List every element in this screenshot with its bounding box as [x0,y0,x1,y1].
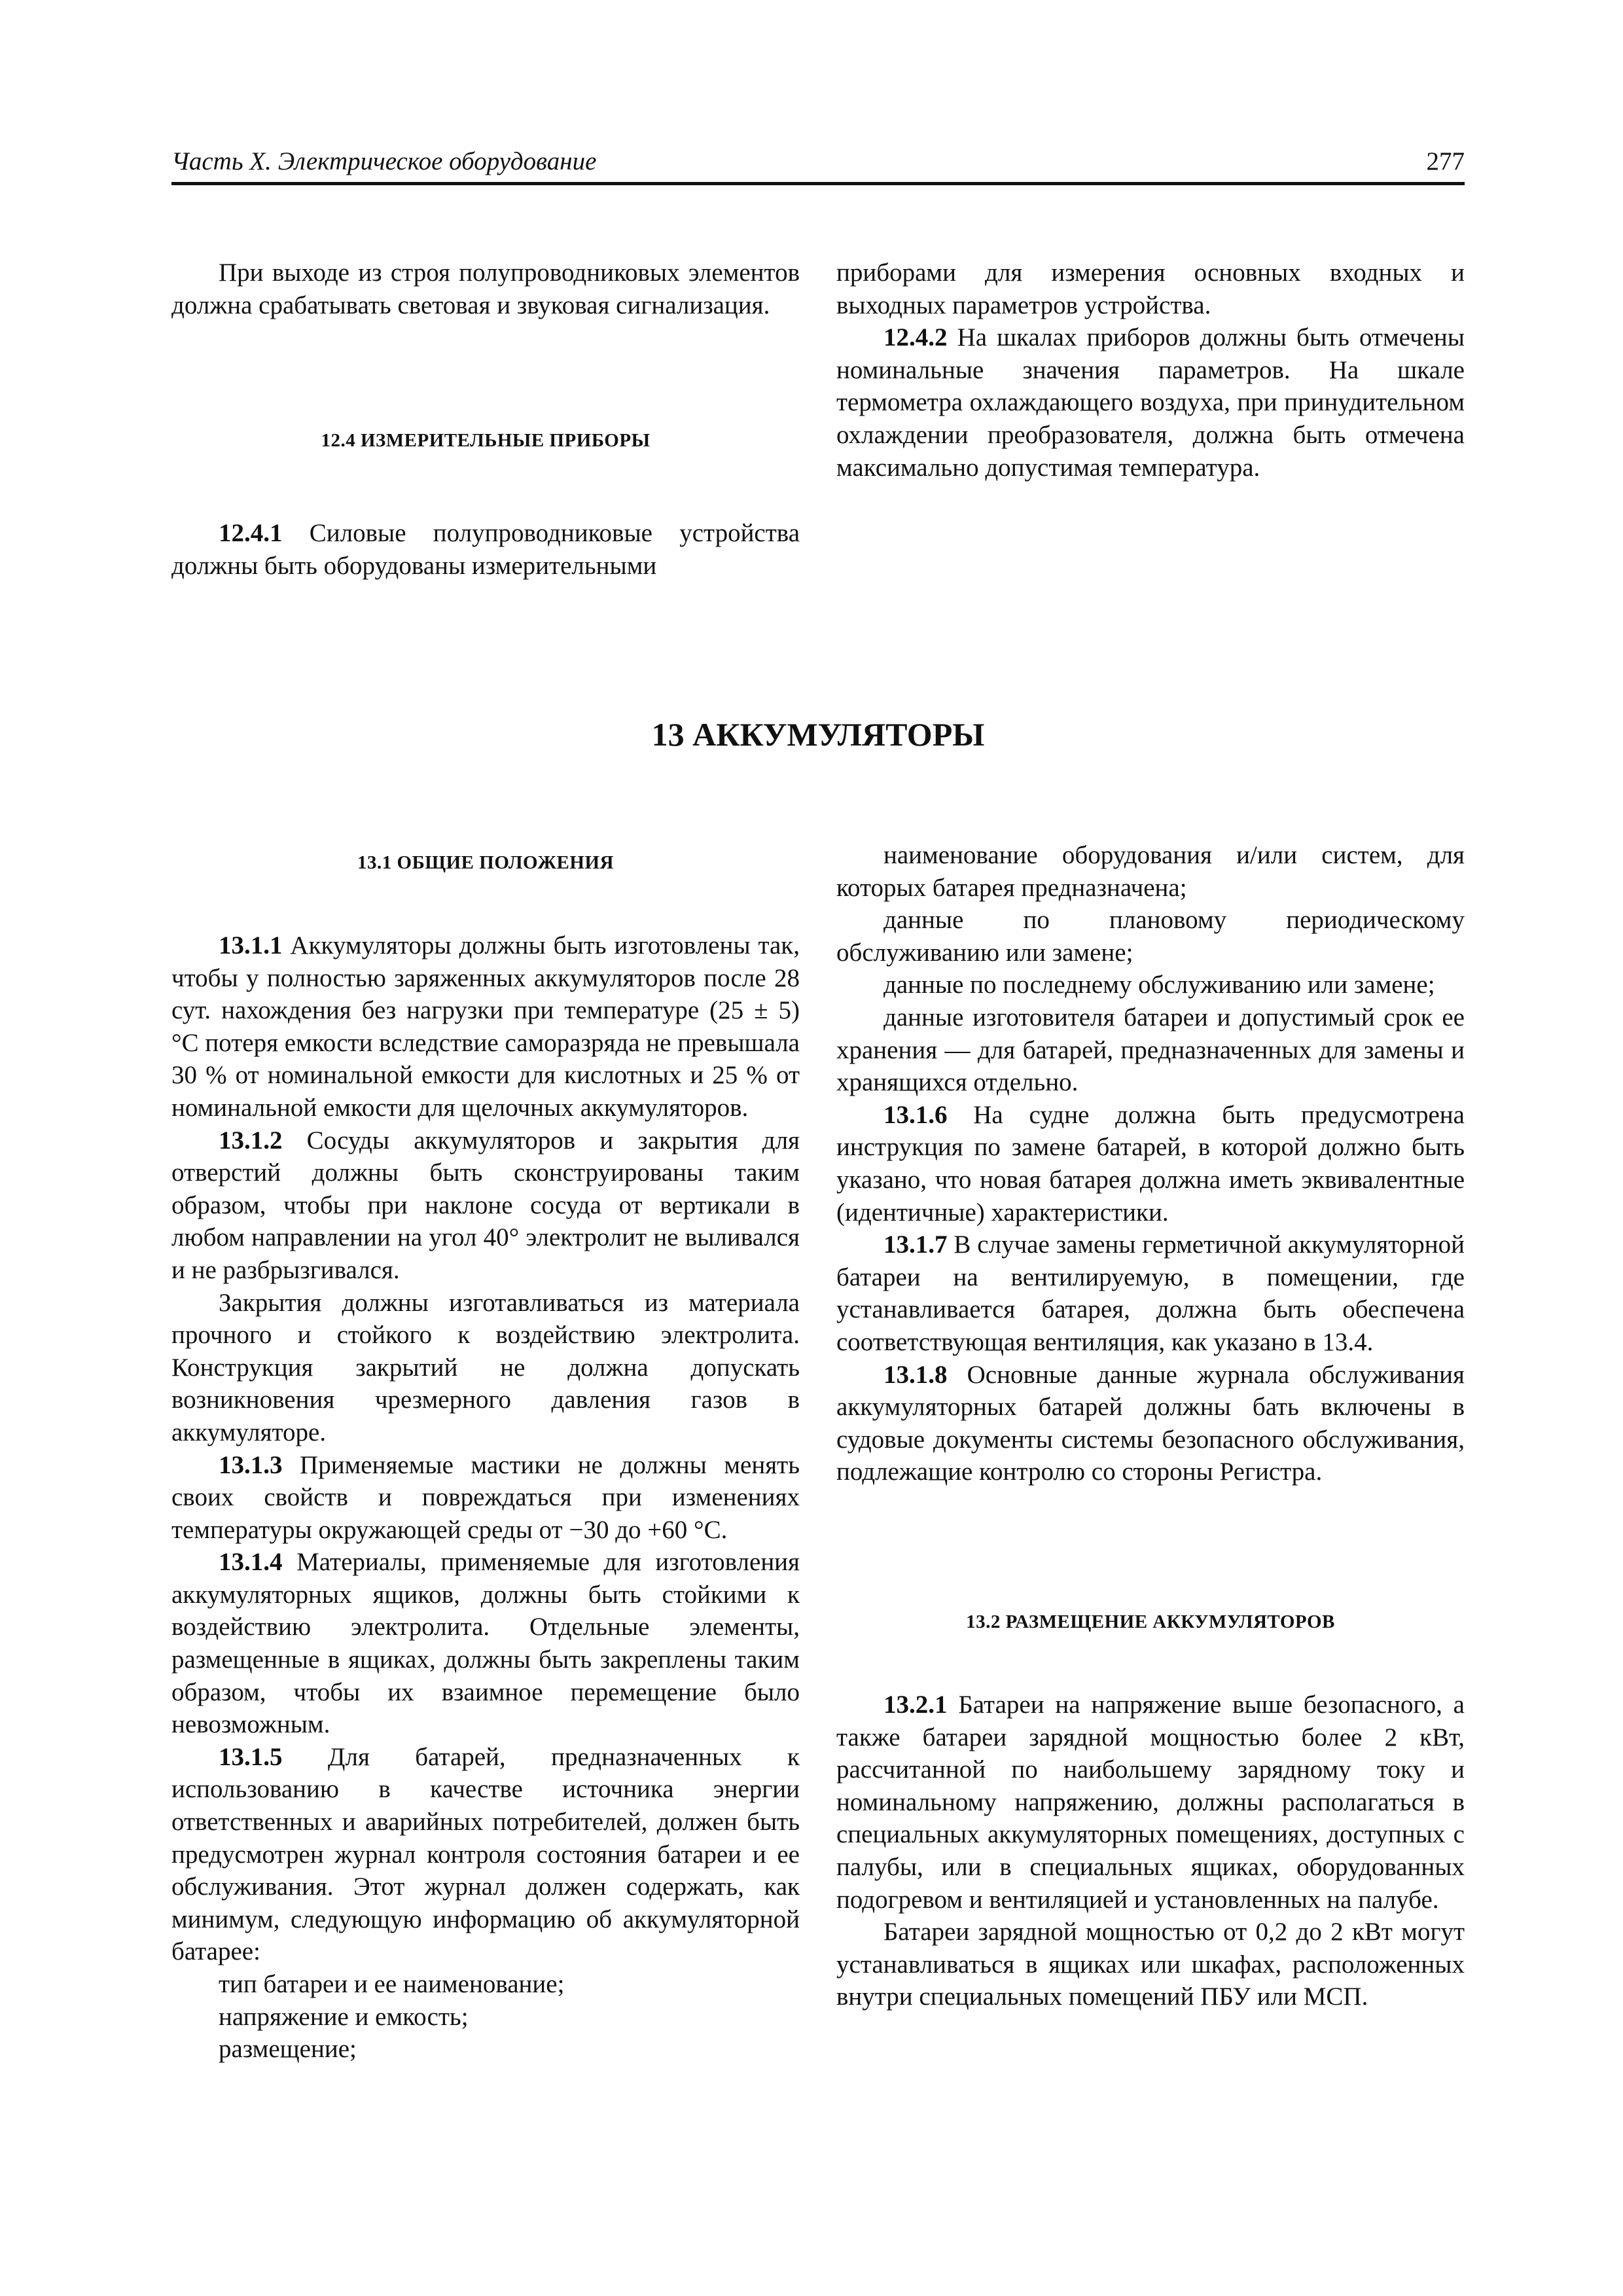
section-heading-12-4: 12.4 ИЗМЕРИТЕЛЬНЫЕ ПРИБОРЫ [321,430,651,451]
list-item-planned-maintenance: данные по плановому периодическому обслуживанию или замене; [836,906,1465,967]
clause-number: 13.1.7 [883,1230,948,1259]
list-item-equipment-name: наименование оборудования и/или систем, для которых батарея предназначена; [836,841,1465,902]
clause-number: 13.1.8 [883,1360,948,1389]
page-number: 277 [1426,147,1465,175]
clause-number: 13.2.1 [883,1691,948,1719]
clause-text: Материалы, применяемые для изготовления аккумуляторных ящиков, должны быть стойкими к воздействию электролита. Отдельные элементы, размещенные в ящиках, должны быть закреплены таким образом, чтобы их взаимное перемещение было невозможным. [171,1548,800,1739]
clause-text: Основные данные журнала обслуживания аккумуляторных батарей должны бать включены в судовые документы системы безопасного обслуживания, подлежащие контролю со стороны Регистра. [836,1360,1465,1486]
list-item-location: размещение; [219,2035,357,2064]
paragraph-13-1-2-closures: Закрытия должны изготавливаться из материала прочного и стойкого к воздействию электролита. Конструкция закрытий не должна допускать возникновения чрезмерного давления газов в аккумуляторе. [171,1288,800,1446]
paragraph-13-2-1 [836,1689,1465,1916]
paragraph-12-4-1-continued: приборами для измерения основных входных и выходных параметров устройства. [836,259,1465,319]
page-header [171,143,1465,185]
clause-number: 13.1.5 [219,1742,283,1771]
list-item-battery-type: тип батареи и ее наименование; [219,1970,565,1998]
paragraph-13-1-1 [171,929,800,1124]
clause-text: На шкалах приборов должны быть отмечены номинальные значения параметров. На шкале термометра охлаждающего воздуха, при принудительном охлаждении преобразователя, должна быть отмечена максимально допустимая температура. [836,323,1465,482]
chapter-right-column [836,839,1465,1488]
top-left-column [171,257,800,321]
clause-text: Сосуды аккумуляторов и закрытия для отверстий должны быть сконструированы таким образом, чтобы при наклоне сосуда от вертикали в любом направлении на угол 40° электролит не выливался и не разбрызгивался. [171,1126,800,1284]
paragraph-13-1-3 [171,1449,800,1547]
clause-text: Применяемые мастики не должны менять своих свойств и повреждаться при изменениях температуры окружающей среды от −30 до +60 °С. [171,1450,800,1544]
chapter-right-column-continued [836,1689,1465,2013]
paragraph-13-2-1-small-batteries: Батареи зарядной мощностью от 0,2 до 2 кВт могут устанавливаться в ящиках или шкафах, расположенных внутри специальных помещений ПБУ или МСП. [836,1918,1465,2011]
clause-text: В случае замены герметичной аккумуляторной батареи на вентилируемую, в помещении, где устанавливается батарея, должна быть обеспечена соответствующая вентиляция, как указано в 13.4. [836,1230,1465,1356]
paragraph-semiconductor-alarm: При выходе из строя полупроводниковых элементов должна срабатывать световая и звуковая сигнализация. [171,259,800,319]
clause-number: 13.1.1 [219,931,283,960]
clause-number: 12.4.2 [883,323,948,352]
clause-text: Батареи на напряжение выше безопасного, а также батареи зарядной мощностью более 2 кВт, рассчитанной по наибольшему зарядному току и номинальному напряжению, должны располагаться в специальных аккумуляторных помещениях, доступных с палубы, или в специальных ящиках, оборудованных подогревом и вентиляцией и установленных на палубе. [836,1691,1465,1914]
clause-text: Силовые полупроводниковые устройства должны быть оборудованы измерительными [171,519,800,580]
paragraph-13-1-6 [836,1099,1465,1229]
chapter-title: 13 АККУМУЛЯТОРЫ [651,716,985,753]
paragraph-12-4-2 [836,321,1465,484]
clause-number: 13.1.6 [883,1100,948,1129]
top-right-column [836,257,1465,484]
clause-number: 12.4.1 [219,519,283,547]
running-title: Часть X. Электрическое оборудование [171,147,597,175]
clause-number: 13.1.4 [219,1548,283,1577]
paragraph-12-4-1 [171,517,800,582]
paragraph-13-1-8 [836,1359,1465,1488]
clause-text: Аккумуляторы должны быть изготовлены так, чтобы у полностью заряженных аккумуляторов после 28 сут. нахождения без нагрузки при температуре (25 ± 5) °С потеря емкости вследствие саморазряда не превышала 30 % от номинальной емкости для кислотных и 25 % от номинальной емкости для щелочных аккумуляторов. [171,931,800,1122]
paragraph-13-1-2 [171,1124,800,1287]
top-left-column-continued [171,517,800,582]
section-heading-13-1: 13.1 ОБЩИЕ ПОЛОЖЕНИЯ [357,852,614,873]
section-heading-13-2: 13.2 РАЗМЕЩЕНИЕ АККУМУЛЯТОРОВ [966,1611,1335,1632]
clause-text: Для батарей, предназначенных к использованию в качестве источника энергии ответственных и аварийных потребителей, должен быть предусмотрен журнал контроля состояния батареи и ее обслуживания. Этот журнал должен содержать, как минимум, следующую информацию об аккумуляторной батарее: [171,1742,800,1966]
chapter-left-column [171,929,800,2066]
list-item-last-maintenance: данные по последнему обслуживанию или замене; [883,971,1435,999]
clause-number: 13.1.3 [219,1450,283,1479]
clause-text: На судне должна быть предусмотрена инструкция по замене батарей, в которой должно быть указано, что новая батарея должна иметь эквивалентные (идентичные) характеристики. [836,1100,1465,1227]
list-item-manufacturer-data: данные изготовителя батареи и допустимый срок ее хранения — для батарей, предназначенных для замены и хранящихся отдельно. [836,1003,1465,1097]
paragraph-13-1-7 [836,1229,1465,1358]
list-item-voltage-capacity: напряжение и емкость; [219,2002,469,2031]
paragraph-13-1-4 [171,1546,800,1741]
clause-number: 13.1.2 [219,1126,283,1155]
paragraph-13-1-5 [171,1741,800,1968]
